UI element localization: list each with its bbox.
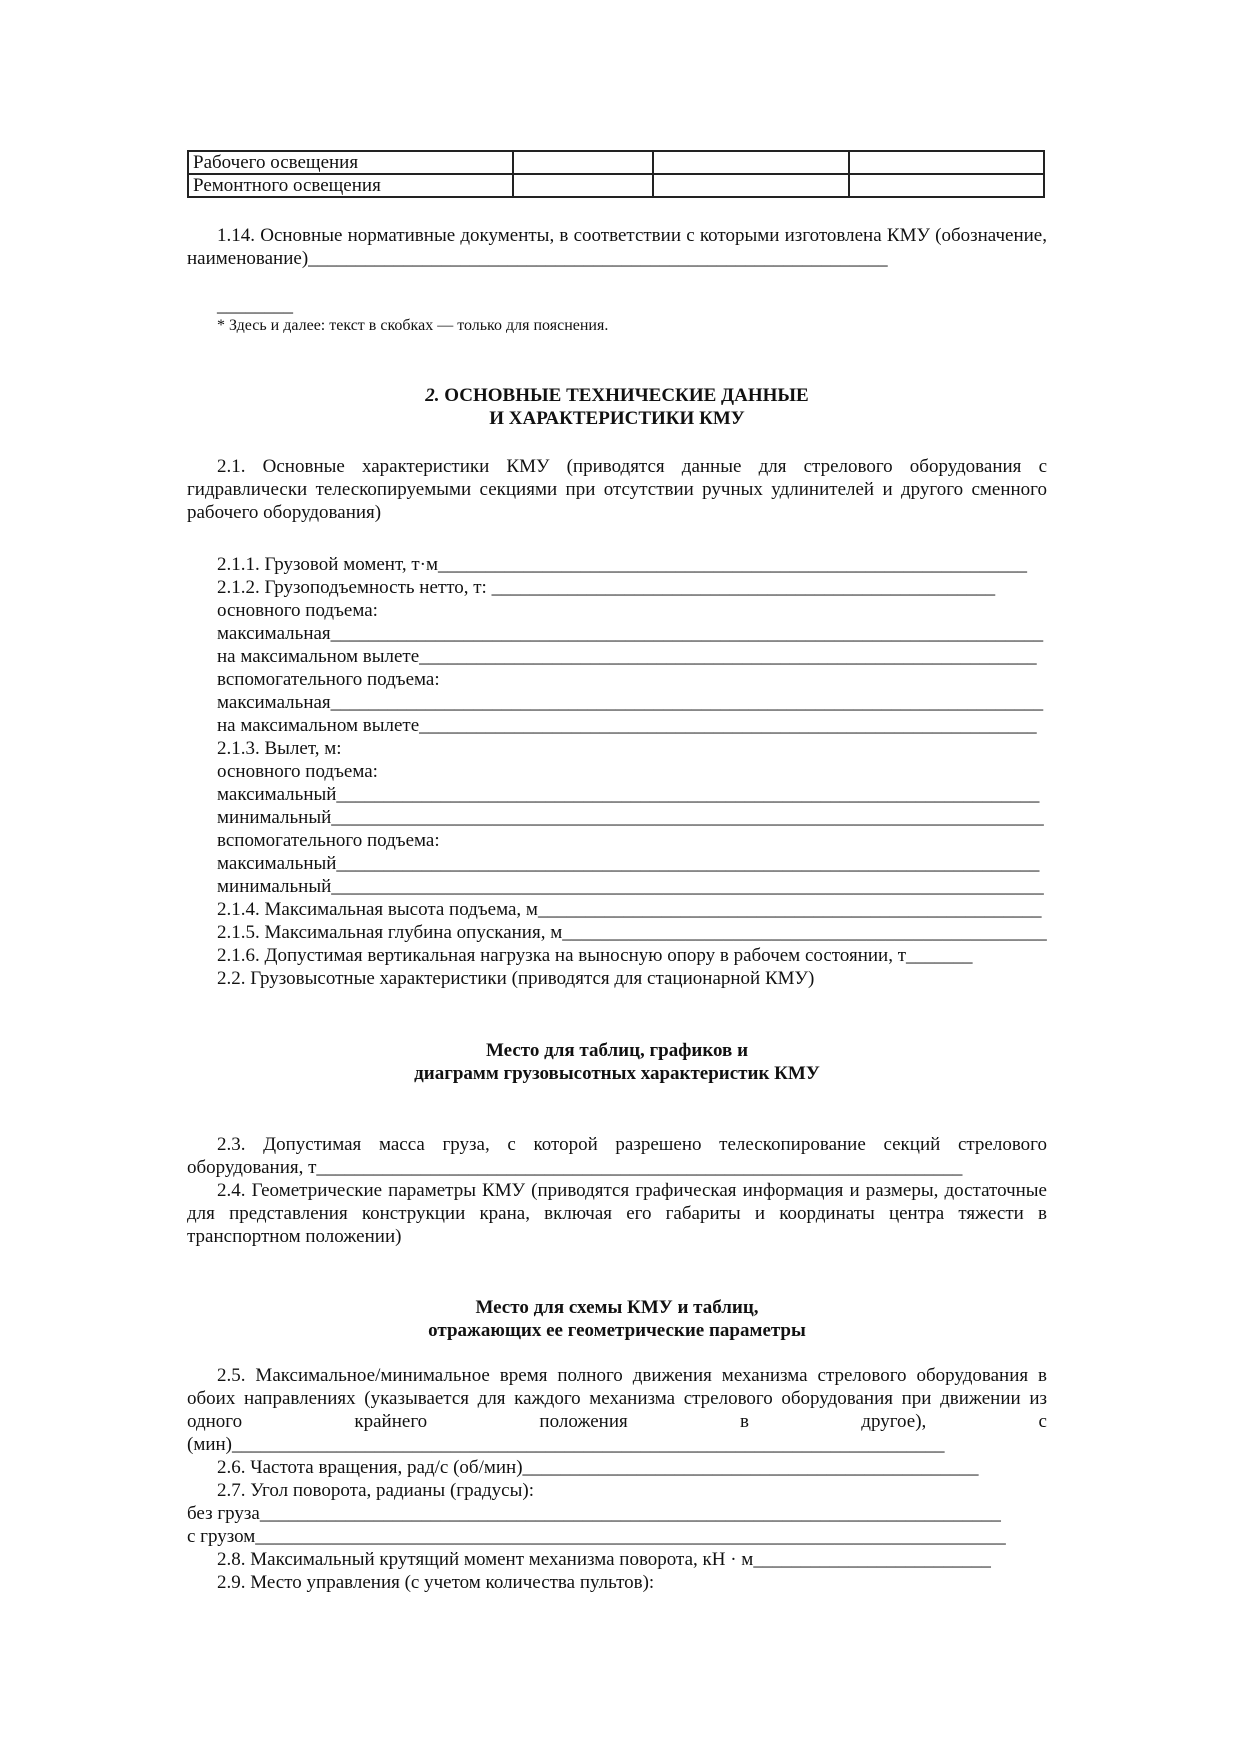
lighting-table [187, 150, 1045, 198]
footnote: * Здесь и далее: текст в скобках — только для пояснения. [217, 317, 609, 334]
spec-line: основного подъема: [217, 761, 378, 782]
spec-line: минимальный___________________________________________________________________________ [217, 807, 1044, 828]
placeholder-2-line2: отражающих ее геометрические параметры [428, 1320, 806, 1341]
section-number: 2. [425, 385, 440, 406]
spec-line: на максимальном вылете_________________________________________________________________ [217, 715, 1037, 736]
spec-line: вспомогательного подъема: [217, 669, 440, 690]
spec-line: с грузом_______________________________________________________________________________ [187, 1526, 1006, 1547]
table-cell [513, 151, 653, 174]
table-cell [849, 174, 1044, 197]
spec-line: 2.1.6. Допустимая вертикальная нагрузка на выносную опору в рабочем состоянии, т_______ [217, 945, 973, 966]
footnote-separator: ________ [217, 295, 293, 316]
section-2-heading-line2: И ХАРАКТЕРИСТИКИ КМУ [489, 408, 745, 429]
spec-line: минимальный___________________________________________________________________________ [217, 876, 1044, 897]
spec-line: основного подъема: [217, 600, 378, 621]
paragraph-2-3: 2.3. Допустимая масса груза, с которой разрешено телескопирование секций стрелового оборудования, т____________________________________________________________________ [187, 1134, 1047, 1178]
spec-line: 2.1.5. Максимальная глубина опускания, м___________________________________________________ [217, 922, 1047, 943]
paragraph-2-1: 2.1. Основные характеристики КМУ (приводятся данные для стрелового оборудования с гидравлически телескопируемыми секциями при отсутствии ручных удлинителей и другого сменного рабочего оборудования) [187, 456, 1047, 523]
placeholder-2-line1: Место для схемы КМУ и таблиц, [475, 1297, 759, 1318]
section-2-heading [187, 384, 1047, 407]
table-cell [849, 151, 1044, 174]
spec-line: 2.1.4. Максимальная высота подъема, м_____________________________________________________ [217, 899, 1042, 920]
spec-line: 2.2. Грузовысотные характеристики (приводятся для стационарной КМУ) [217, 968, 815, 989]
spec-line: 2.1.2. Грузоподъемность нетто, т: _____________________________________________________ [217, 577, 996, 598]
spec-line: 2.6. Частота вращения, рад/с (об/мин)________________________________________________ [217, 1457, 979, 1478]
paragraph-2-4: 2.4. Геометрические параметры КМУ (приводятся графическая информация и размеры, достаточные для представления конструкции крана, включая его габариты и координаты центра тяжести в транспортном положении) [187, 1180, 1047, 1247]
table-cell [513, 174, 653, 197]
spec-line: максимальная___________________________________________________________________________ [217, 623, 1044, 644]
paragraph-1-14: 1.14. Основные нормативные документы, в соответствии с которыми изготовлена КМУ (обозначение, наименование)_____________________________________________________________ [187, 225, 1047, 269]
table-cell-label: Рабочего освещения [188, 151, 513, 174]
spec-line: вспомогательного подъема: [217, 830, 440, 851]
spec-line: максимальный__________________________________________________________________________ [217, 784, 1040, 805]
spec-line: 2.1.3. Вылет, м: [217, 738, 342, 759]
spec-line: 2.9. Место управления (с учетом количества пультов): [217, 1572, 655, 1593]
spec-line: максимальная___________________________________________________________________________ [217, 692, 1044, 713]
spec-line: 2.1.1. Грузовой момент, т·м______________________________________________________________ [217, 554, 1028, 575]
paragraph-2-5: 2.5. Максимальное/минимальное время полного движения механизма стрелового оборудования в обоих направлениях (указывается для каждого механизма стрелового оборудования при движении из одного крайнего положения в другое), с (мин)___________________________________________________________________________ [187, 1365, 1047, 1455]
section-title-line1: ОСНОВНЫЕ ТЕХНИЧЕСКИЕ ДАННЫЕ [444, 385, 809, 406]
spec-line: без груза______________________________________________________________________________ [187, 1503, 1001, 1524]
table-cell [653, 174, 849, 197]
table-cell [653, 151, 849, 174]
table-row [188, 174, 1044, 197]
spec-line: 2.7. Угол поворота, радианы (градусы): [217, 1480, 534, 1501]
table-row [188, 151, 1044, 174]
table-cell-label: Ремонтного освещения [188, 174, 513, 197]
placeholder-1-line2: диаграмм грузовысотных характеристик КМУ [414, 1063, 820, 1084]
spec-line: 2.8. Максимальный крутящий момент механизма поворота, кН · м_________________________ [217, 1549, 991, 1570]
spec-line: на максимальном вылете_________________________________________________________________ [217, 646, 1037, 667]
placeholder-1-line1: Место для таблиц, графиков и [485, 1040, 749, 1061]
spec-line: максимальный__________________________________________________________________________ [217, 853, 1040, 874]
